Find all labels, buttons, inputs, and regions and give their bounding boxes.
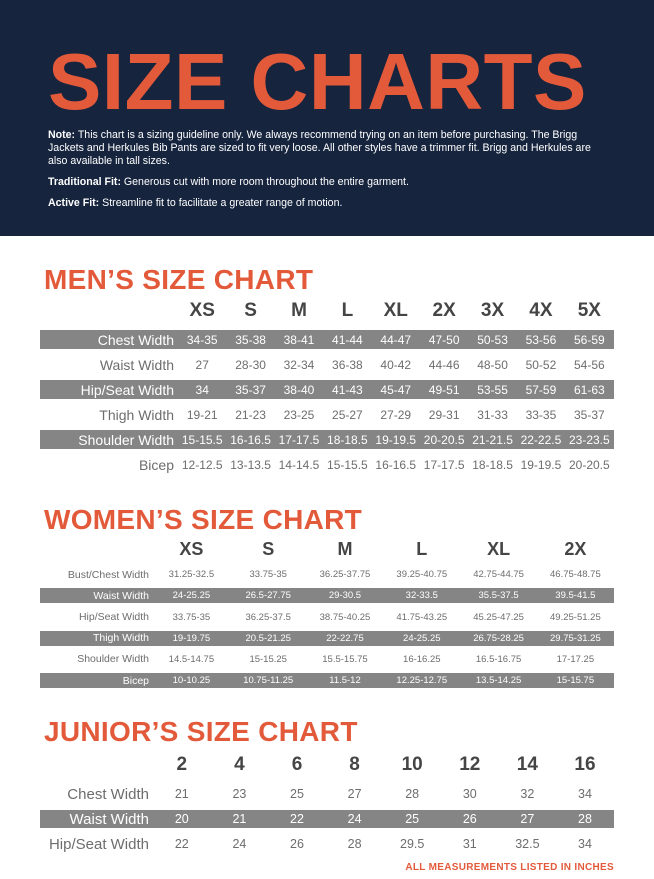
table-cell: 27 — [520, 812, 535, 826]
table-cell: 27 — [195, 357, 209, 372]
table-cell: 49-51 — [428, 382, 460, 397]
table-cell: 25 — [290, 787, 304, 801]
table-cell: 38.75-40.25 — [319, 611, 371, 623]
table-cell: 16.5-16.75 — [475, 653, 522, 665]
table-cell: 21 — [174, 787, 189, 801]
size-header: XL — [487, 538, 511, 559]
table-cell: 53-56 — [525, 332, 557, 347]
table-row — [40, 380, 614, 399]
note-label: Note: — [48, 129, 76, 141]
measurement-label: Chest Width — [67, 785, 149, 803]
table-cell: 33.75-35 — [172, 611, 211, 623]
table-cell: 24-25.25 — [172, 590, 211, 602]
size-header-row — [40, 537, 614, 561]
table-cell: 21-21.5 — [472, 432, 513, 447]
table-cell: 34 — [578, 787, 592, 801]
table-cell: 54-56 — [573, 357, 605, 372]
size-header: 12 — [459, 753, 481, 775]
table-cell: 32-33.5 — [405, 590, 438, 602]
measurement-footnote: ALL MEASUREMENTS LISTED IN INCHES — [405, 862, 614, 873]
table-cell: 17-17.25 — [556, 653, 595, 665]
table-cell: 17-17.5 — [278, 432, 320, 447]
traditional-fit-paragraph — [48, 176, 613, 189]
table-cell: 61-63 — [573, 382, 605, 397]
table-row — [40, 355, 614, 374]
table-cell: 32.5 — [515, 837, 540, 851]
table-cell: 12.25-12.75 — [396, 675, 448, 687]
table-cell: 29-31 — [428, 407, 460, 422]
table-cell: 50-52 — [525, 357, 557, 372]
table-cell: 16-16.5 — [230, 432, 271, 447]
table-row — [40, 785, 614, 803]
table-cell: 50-53 — [477, 332, 508, 347]
table-cell: 32 — [520, 787, 535, 801]
table-row — [40, 810, 614, 828]
table-cell: 14.5-14.75 — [168, 653, 215, 665]
table-cell: 10-10.25 — [172, 675, 211, 687]
table-cell: 21-23 — [235, 407, 266, 422]
table-cell: 20-20.5 — [423, 432, 465, 447]
size-header-row — [40, 751, 614, 778]
table-cell: 45-47 — [380, 382, 412, 397]
table-cell: 56-59 — [573, 332, 605, 347]
table-cell: 31.25-32.5 — [168, 569, 215, 581]
note-paragraph — [48, 129, 613, 168]
table-cell: 30 — [462, 787, 477, 801]
table-cell: 44-47 — [380, 332, 412, 347]
table-cell: 19-19.75 — [172, 632, 211, 644]
active-fit-text: Streamline fit to facilitate a greater range of motion. — [99, 197, 343, 209]
size-header: 10 — [401, 753, 423, 775]
size-header-row — [40, 298, 614, 324]
table-cell: 28 — [405, 787, 420, 801]
table-cell: 33.75-35 — [249, 569, 287, 581]
table-cell: 23-23.5 — [568, 432, 610, 447]
table-cell: 39.25-40.75 — [396, 569, 448, 581]
table-cell: 26 — [462, 812, 477, 826]
table-cell: 13-13.5 — [230, 457, 271, 472]
page-title: SIZE CHARTS — [48, 37, 587, 126]
table-row — [40, 673, 614, 688]
table-cell: 28-30 — [235, 357, 266, 372]
table-cell: 15.5-15.75 — [322, 653, 368, 665]
table-cell: 34 — [195, 382, 209, 397]
measurement-label: Waist Width — [93, 589, 149, 602]
table-cell: 46.75-48.75 — [550, 569, 601, 581]
table-cell: 25 — [405, 812, 420, 826]
table-cell: 19-19.5 — [520, 457, 562, 472]
table-cell: 26 — [290, 837, 304, 851]
active-fit-paragraph — [48, 197, 613, 210]
size-header: 2 — [176, 753, 188, 775]
measurement-label: Shoulder Width — [78, 431, 174, 448]
table-cell: 22 — [290, 812, 304, 826]
table-cell: 17-17.5 — [423, 457, 465, 472]
table-cell: 22-22.75 — [326, 632, 364, 644]
table-row — [40, 430, 614, 449]
size-header: S — [262, 538, 275, 559]
table-row — [40, 610, 614, 625]
table-cell: 41-44 — [332, 332, 363, 347]
table-cell: 26.75-28.25 — [473, 632, 524, 644]
size-header: 2X — [432, 300, 456, 321]
table-cell: 49.25-51.25 — [550, 611, 601, 623]
table-cell: 47-50 — [428, 332, 460, 347]
measurement-label: Waist Width — [99, 356, 174, 373]
size-header: 6 — [291, 753, 303, 775]
table-cell: 13.5-14.25 — [475, 675, 522, 687]
table-row — [40, 455, 614, 474]
table-cell: 34-35 — [186, 332, 218, 347]
table-cell: 40-42 — [380, 357, 412, 372]
table-cell: 42.75-44.75 — [473, 569, 524, 581]
table-row — [40, 652, 614, 667]
table-cell: 12-12.5 — [181, 457, 223, 472]
measurement-label: Waist Width — [69, 810, 149, 828]
size-header: M — [337, 538, 353, 559]
table-cell: 35-37 — [235, 382, 266, 397]
size-header: 4 — [234, 753, 245, 775]
table-cell: 24-25.25 — [403, 632, 441, 644]
table-cell: 20 — [174, 812, 189, 826]
table-cell: 31 — [462, 837, 477, 851]
table-cell: 35-38 — [235, 332, 266, 347]
table-cell: 29-30.5 — [328, 590, 362, 602]
table-cell: 48-50 — [477, 357, 508, 372]
size-header: 3X — [480, 300, 505, 321]
table-cell: 22 — [174, 837, 189, 851]
size-header: 2X — [564, 538, 587, 559]
table-cell: 36-38 — [332, 357, 363, 372]
table-cell: 53-55 — [477, 382, 508, 397]
table-cell: 45.25-47.25 — [473, 611, 524, 623]
table-cell: 23-25 — [283, 407, 315, 422]
table-cell: 19-21 — [186, 407, 218, 422]
table-cell: 21 — [232, 812, 247, 826]
size-header: 14 — [516, 753, 538, 775]
table-cell: 15-15.75 — [556, 675, 595, 687]
table-row — [40, 588, 614, 603]
table-cell: 41.75-43.25 — [396, 611, 448, 623]
table-cell: 33-35 — [525, 407, 557, 422]
size-header: XS — [179, 538, 204, 559]
table-cell: 57-59 — [525, 382, 557, 397]
size-header: 4X — [529, 300, 553, 321]
table-cell: 15-15.5 — [327, 457, 368, 472]
table-row — [40, 567, 614, 582]
mens-chart-title: MEN’S SIZE CHART — [44, 264, 314, 295]
juniors-size-table — [40, 751, 614, 853]
table-cell: 16-16.25 — [403, 653, 441, 665]
table-cell: 16-16.5 — [375, 457, 417, 472]
table-row — [40, 631, 614, 646]
measurement-label: Hip/Seat Width — [48, 835, 149, 853]
size-header: L — [341, 300, 354, 321]
measurement-label: Bicep — [138, 456, 174, 473]
table-cell: 23 — [232, 787, 247, 801]
table-cell: 38-41 — [283, 332, 315, 347]
table-cell: 28 — [578, 812, 592, 826]
table-cell: 11.5-12 — [329, 675, 361, 687]
size-header: 16 — [574, 753, 596, 775]
measurement-label: Hip/Seat Width — [78, 611, 149, 624]
table-cell: 24 — [232, 837, 247, 851]
table-cell: 22-22.5 — [520, 432, 562, 447]
table-cell: 36.25-37.75 — [319, 569, 371, 581]
table-cell: 26.5-27.75 — [245, 590, 291, 602]
active-fit-label: Active Fit: — [48, 197, 100, 209]
table-cell: 27-29 — [380, 407, 412, 422]
table-cell: 10.75-11.25 — [243, 675, 294, 687]
size-header: 5X — [577, 300, 601, 321]
table-cell: 32-34 — [283, 357, 315, 372]
juniors-chart-title: JUNIOR’S SIZE CHART — [44, 716, 358, 747]
table-cell: 31-33 — [477, 407, 508, 422]
table-cell: 38-40 — [283, 382, 315, 397]
table-cell: 28 — [347, 837, 362, 851]
table-cell: 18-18.5 — [327, 432, 368, 447]
traditional-fit-text: Generous cut with more room throughout the entire garment. — [120, 176, 409, 188]
measurement-label: Chest Width — [97, 331, 174, 348]
table-cell: 27 — [347, 787, 362, 801]
table-cell: 35-37 — [573, 407, 605, 422]
table-row — [40, 330, 614, 349]
size-header: S — [244, 300, 257, 321]
size-header: 8 — [349, 753, 360, 775]
table-cell: 29.75-31.25 — [550, 632, 601, 644]
table-cell: 39.5-41.5 — [555, 590, 596, 602]
size-header: XL — [383, 300, 408, 321]
measurement-label: Bicep — [122, 674, 149, 687]
table-cell: 34 — [578, 837, 592, 851]
mens-size-table — [40, 298, 614, 474]
measurement-label: Shoulder Width — [77, 653, 149, 666]
note-text: This chart is a sizing guideline only. We always recommend trying on an item before purchasing. The Brigg Jackets and Herkules Bib Pants are sized to fit very loose. All other styles have a trimmer fit. Brigg and Herkules are also available in tall sizes. — [48, 129, 591, 167]
table-cell: 14-14.5 — [278, 457, 320, 472]
table-cell: 44-46 — [428, 357, 460, 372]
traditional-fit-label: Traditional Fit: — [48, 176, 121, 188]
womens-size-table — [40, 537, 614, 688]
table-row — [40, 405, 614, 424]
measurement-label: Bust/Chest Width — [67, 568, 149, 581]
table-cell: 25-27 — [332, 407, 363, 422]
size-header: XS — [189, 300, 215, 321]
table-cell: 20-20.5 — [568, 457, 610, 472]
measurement-label: Hip/Seat Width — [80, 381, 174, 398]
table-cell: 20.5-21.25 — [245, 632, 291, 644]
measurement-label: Thigh Width — [92, 632, 149, 645]
header-banner — [0, 0, 654, 236]
womens-chart-title: WOMEN’S SIZE CHART — [44, 504, 363, 535]
table-cell: 35.5-37.5 — [478, 590, 519, 602]
table-row — [40, 835, 614, 853]
table-cell: 36.25-37.5 — [245, 611, 291, 623]
table-cell: 15-15.5 — [181, 432, 223, 447]
size-header: L — [416, 538, 428, 559]
measurement-label: Thigh Width — [99, 406, 174, 423]
table-cell: 19-19.5 — [375, 432, 417, 447]
table-cell: 24 — [347, 812, 362, 826]
table-cell: 15-15.25 — [249, 653, 287, 665]
table-cell: 29.5 — [400, 837, 425, 851]
sizing-notes — [48, 129, 613, 218]
table-cell: 41-43 — [332, 382, 363, 397]
table-cell: 18-18.5 — [472, 457, 513, 472]
size-header: M — [291, 300, 307, 321]
